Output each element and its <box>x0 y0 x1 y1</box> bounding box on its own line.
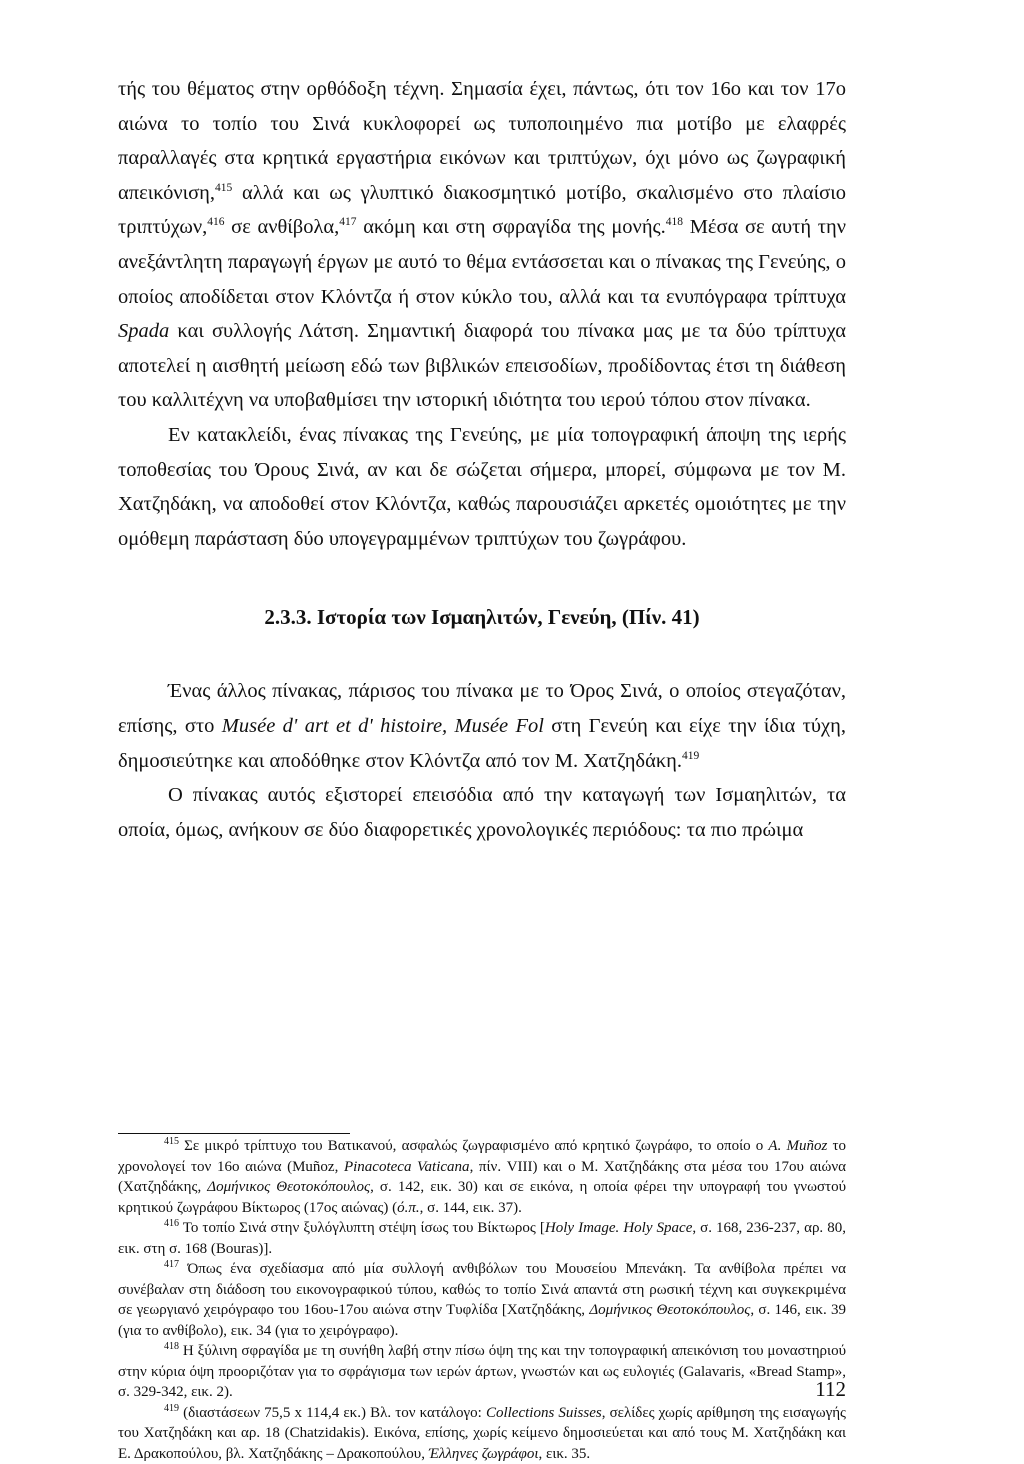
paragraph-4: Ο πίνακας αυτός εξιστορεί επεισόδια από την καταγωγή των Ισμαηλιτών, τα οποία, όμως, ανήκουν σε δύο διαφορετικές χρονολογικές περιόδους: τα πιο πρώιμα <box>118 778 846 847</box>
text-run: Ένας άλλος πίνακας, πάρισος του πίνακα με το Όρος Σινά, ο οποίος στεγαζόταν, επίσης, στο <box>118 680 846 737</box>
italic-text: Δομήνικος Θεοτοκόπουλος <box>589 1302 750 1318</box>
text-run: (διαστάσεων 75,5 x 114,4 εκ.) Βλ. τον κατάλογο: <box>179 1405 486 1421</box>
text-run: σε ανθίβολα, <box>225 216 340 238</box>
paragraph-3 <box>118 674 846 778</box>
italic-title-spada: Spada <box>118 320 169 342</box>
text-run: Το τοπίο Σινά στην ξυλόγλυπτη στέψη ίσως του Βίκτωρος [ <box>179 1220 545 1236</box>
footnote-418 <box>118 1341 846 1403</box>
footnote-ref-418[interactable]: 418 <box>666 216 683 228</box>
text-run: , σ. 168, 236-237, αρ. 80, εικ. στη σ. 168 (Bouras)]. <box>118 1220 846 1257</box>
footnote-417 <box>118 1259 846 1341</box>
footnote-number: 419 <box>164 1403 179 1414</box>
text-run: , εικ. 35. <box>539 1446 591 1462</box>
footnote-ref-416[interactable]: 416 <box>207 216 224 228</box>
italic-text: Collections Suisses <box>486 1405 602 1421</box>
footnote-number: 418 <box>164 1341 179 1352</box>
text-run: Όπως ένα σχεδίασμα από μία συλλογή ανθιβόλων του Μουσείου Μπενάκη. Τα ανθίβολα πρέπει να συνέβαλαν στη διάδοση του εικονογραφικού τύπου, καθώς το τοπίο Σινά απαντά στη ρωσική τέχνη και συγκεκριμένα σε γεωργιανό χειρόγραφο του 16ου-17ου αιώνα στην Τυφλίδα [Χατζηδάκης, <box>118 1261 846 1318</box>
text-run: Η ξύλινη σφραγίδα με τη συνήθη λαβή στην πίσω όψη της και την τοπογραφική απεικόνιση του μοναστηριού στην κύρια όψη προοριζόταν για το σφράγισμα των ιερών άρτων, γνωστών και ως ευλογιές (Galavaris, «Bread Stamp», σ. 329-342, εικ. 2). <box>118 1343 846 1400</box>
italic-text: Holy Image. Holy Space <box>545 1220 692 1236</box>
footnote-number: 417 <box>164 1259 179 1270</box>
main-text <box>118 72 846 847</box>
page-number: 112 <box>796 1376 846 1402</box>
footnotes <box>118 1136 846 1464</box>
footnote-ref-417[interactable]: 417 <box>339 216 356 228</box>
text-run: και συλλογής Λάτση. Σημαντική διαφορά του πίνακα μας με τα δύο τρίπτυχα αποτελεί η αισθητή μείωση εδώ των βιβλικών επεισοδίων, προδίδοντας έτσι τη διάθεση του καλλιτέχνη να υποβαθμίσει την ιστορική ιδιότητα του ιερού τόπου στον πίνακα. <box>118 320 846 411</box>
footnote-419 <box>118 1403 846 1464</box>
text-run: , σ. 144, εικ. 37). <box>420 1200 522 1216</box>
italic-text: Δομήνικος Θεοτοκόπουλος <box>207 1179 370 1195</box>
footnote-ref-419[interactable]: 419 <box>682 750 699 762</box>
text-run: το χρονολογεί τον 16ο αιώνα (Muñoz, <box>118 1138 846 1175</box>
italic-text: ό.π. <box>397 1200 420 1216</box>
text-run: , πίν. VIII) και ο Μ. Χατζηδάκης στα μέσα του 17ου αιώνα (Χατζηδάκης, <box>118 1159 846 1196</box>
text-run: Μέσα σε αυτή την ανεξάντλητη παραγωγή έργων με αυτό το θέμα εντάσσεται και ο πίνακας της Γενεύης, ο οποίος αποδίδεται στον Κλόντζα ή στον κύκλο του, αλλά και τα ενυπόγραφα τρίπτυχα <box>118 216 846 307</box>
text-run: αλλά και ως γλυπτικό διακοσμητικό μοτίβο, σκαλισμένο στο πλαίσιο τριπτύχων, <box>118 182 846 239</box>
italic-text: A. Muñoz <box>768 1138 827 1154</box>
italic-text: Pinacoteca Vaticana <box>344 1159 470 1175</box>
footnote-number: 415 <box>164 1136 179 1147</box>
footnote-ref-415[interactable]: 415 <box>215 182 232 194</box>
text-run: ακόμη και στη σφραγίδα της μονής. <box>357 216 666 238</box>
text-run: στη Γενεύη και είχε την ίδια τύχη, δημοσιεύτηκε και αποδόθηκε στον Κλόντζα από τον Μ. Χατζηδάκη. <box>118 715 846 772</box>
text-run: Σε μικρό τρίπτυχο του Βατικανού, ασφαλώς ζωγραφισμένο από κρητικό ζωγράφο, το οποίο ο <box>179 1138 768 1154</box>
paragraph-1 <box>118 72 846 418</box>
text-run: , σελίδες χωρίς αρίθμηση της εισαγωγής του Χατζηδάκη και αρ. 18 (Chatzidakis). Εικόνα, επίσης, χωρίς κείμενο δημοσιεύεται και από τους Μ. Χατζηδάκη και Ε. Δρακοπούλου, βλ. Χατζηδάκης – Δρακοπούλου, <box>118 1405 846 1462</box>
footnote-separator <box>118 1133 350 1134</box>
text-run: τής του θέματος στην ορθόδοξη τέχνη. Σημασία έχει, πάντως, ότι τον 16ο και τον 17ο αιώνα το τοπίο του Σινά κυκλοφορεί ως τυποποιημένο πια μοτίβο με ελαφρές παραλλαγές στα κρητικά εργαστήρια εικόνων και τριπτύχων, όχι μόνο ως ζωγραφική απεικόνιση, <box>118 78 846 204</box>
footnote-416 <box>118 1218 846 1259</box>
italic-text: Έλληνες ζωγράφοι <box>429 1446 539 1462</box>
text-run: , σ. 142, εικ. 30) και σε εικόνα, η οποία φέρει την υπογραφή του γνωστού κρητικού ζωγράφου Βίκτωρος (17ος αιώνας) ( <box>118 1179 846 1216</box>
text-run: , σ. 146, εικ. 39 (για το ανθίβολο), εικ. 34 (για το χειρόγραφο). <box>118 1302 846 1339</box>
footnote-number: 416 <box>164 1218 179 1229</box>
section-heading: 2.3.3. Ιστορία των Ισμαηλιτών, Γενεύη, (Πίν. 41) <box>118 600 846 634</box>
italic-museum-name: Musée d' art et d' histoire, Musée Fol <box>222 715 544 737</box>
paragraph-2: Εν κατακλείδι, ένας πίνακας της Γενεύης, με μία τοπογραφική άποψη της ιερής τοποθεσίας του Όρους Σινά, αν και δε σώζεται σήμερα, μπορεί, σύμφωνα με τον Μ. Χατζηδάκη, να αποδοθεί στον Κλόντζα, καθώς παρουσιάζει αρκετές ομοιότητες με την ομόθεμη παράσταση δύο υπογεγραμμένων τριπτύχων του ζωγράφου. <box>118 418 846 556</box>
footnote-415 <box>118 1136 846 1218</box>
